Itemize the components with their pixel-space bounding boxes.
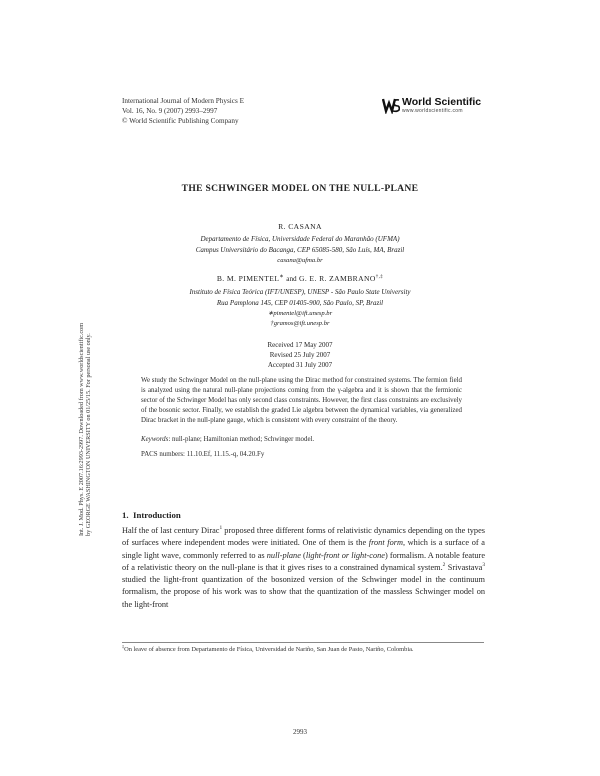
journal-header [122,96,244,126]
body-text: Srivastava [445,562,483,572]
body-text: , which is a surface of a single light wave, commonly referred to as [122,538,485,560]
footnote-mark: ‡ [122,643,125,649]
author-2-aff-line2: Rua Pamplona 145, CEP 01405-900, São Paulo, SP, Brazil [216,298,384,307]
author-2-emails [0,309,600,329]
received-dates [0,340,600,371]
side-note-line2: by GEORGE WASHINGTON UNIVERSITY on 01/25/15. For personal use only. [85,333,93,536]
keywords [141,436,462,443]
author-1-affiliation [0,234,600,255]
author-2-mark: ∗ [279,274,284,280]
body-text: proposed three different forms of relativistic dynamics depending on the types of surfaces where independent modes were initiated. One of them is the [122,526,485,548]
emphasis-text: front form [368,538,403,548]
date-revised: Revised 25 July 2007 [269,351,331,360]
author-1-aff-line2: Campus Universitário do Bacanga, CEP 65085-580, São Luís, MA, Brazil [195,245,405,254]
author-1-aff-line1: Departamento de Física, Universidade Federal do Maranhão (UFMA) [200,235,400,243]
footnote [122,643,484,655]
journal-name: International Journal of Modern Physics E [122,97,244,105]
ref-citation: 2 [442,562,446,569]
author-2-aff-line1: Instituto de Física Teórica (IFT/UNESP), UNESP - São Paulo State University [189,288,411,296]
author-3-email: †gramos@ift.unesp.br [270,320,330,327]
footnote-text: On leave of absence from Departamento de Física, Universidad de Nariño, San Juan de Pasto, Nariño, Colombia. [124,646,414,653]
author-3-mark: †,‡ [375,274,384,280]
download-side-note [78,216,92,536]
date-received: Received 17 May 2007 [267,341,333,349]
section-title: Introduction [133,510,181,520]
footnote-rule [122,642,484,643]
emphasis-text: null-plane [266,550,301,560]
author-2-email: ∗pimentel@ift.unesp.br [267,310,333,317]
emphasis-text: light-front or light-cone [305,550,385,560]
body-text: studied the light-front quantization of the bosonized version of the Schwinger model in the continuum formalism, the propose of his work was to show that the quantization of the massless Schwinger model on the light-front [122,575,485,609]
abstract: We study the Schwinger Model on the null-plane using the Dirac method for constrained systems. The fermion field is analyzed using the natural null-plane projections coming from the γ-algebra and it is shown that the fermionic sector of the Schwinger Model has only second class constraints. However, the first class constraints are exclusively of the bosonic sector. Finally, we establish the graded Lie algebra between the dynamical variables, via generalized Dirac bracket in the null-plane gauge, which is consistent with every constraint of the theory. [141,377,462,425]
paper-title: THE SCHWINGER MODEL ON THE NULL-PLANE [181,183,419,194]
authors-2 [0,274,600,283]
ref-citation: 1 [219,525,223,532]
logo-url: www.worldscientific.com [402,108,463,114]
pacs-numbers: PACS numbers: 11.10.Ef, 11.15.-q, 04.20.Fy [141,451,265,458]
author-3-name: G. E. R. ZAMBRANO [298,274,376,283]
keywords-label: Keywords [141,436,169,443]
journal-copyright: © World Scientific Publishing Company [122,117,239,125]
keywords-text: : null-plane; Hamiltonian method; Schwinger model. [168,436,315,443]
publisher-logo [382,96,492,118]
body-text: Half the of last century Dirac [122,526,220,535]
side-note-line1: Int. J. Mod. Phys. E 2007.16:2993-2997. Downloaded from www.worldscientific.com [78,322,85,536]
date-accepted: Accepted 31 July 2007 [267,361,333,370]
page-number: 2993 [293,728,307,736]
author-1-email: casana@ufma.br [277,257,323,264]
author-1: R. CASANA [278,222,322,231]
author-2-affiliation [0,287,600,308]
ref-citation: 3 [482,562,485,569]
section-heading [122,510,181,520]
body-text: ) formalism. A notable feature of a relativistic theory on the null-plane is that it gives rises to a constrained dynamical system. [122,550,486,572]
logo-name: World Scientific [402,96,482,108]
section-number: 1. [122,510,129,520]
author-and: and [286,275,297,283]
author-2-name: B. M. PIMENTEL [216,274,280,283]
body-text: ( [300,550,306,560]
world-scientific-logo-icon [382,96,400,114]
journal-volume: Vol. 16, No. 9 (2007) 2993–2997 [122,107,218,115]
introduction-paragraph [122,525,485,611]
